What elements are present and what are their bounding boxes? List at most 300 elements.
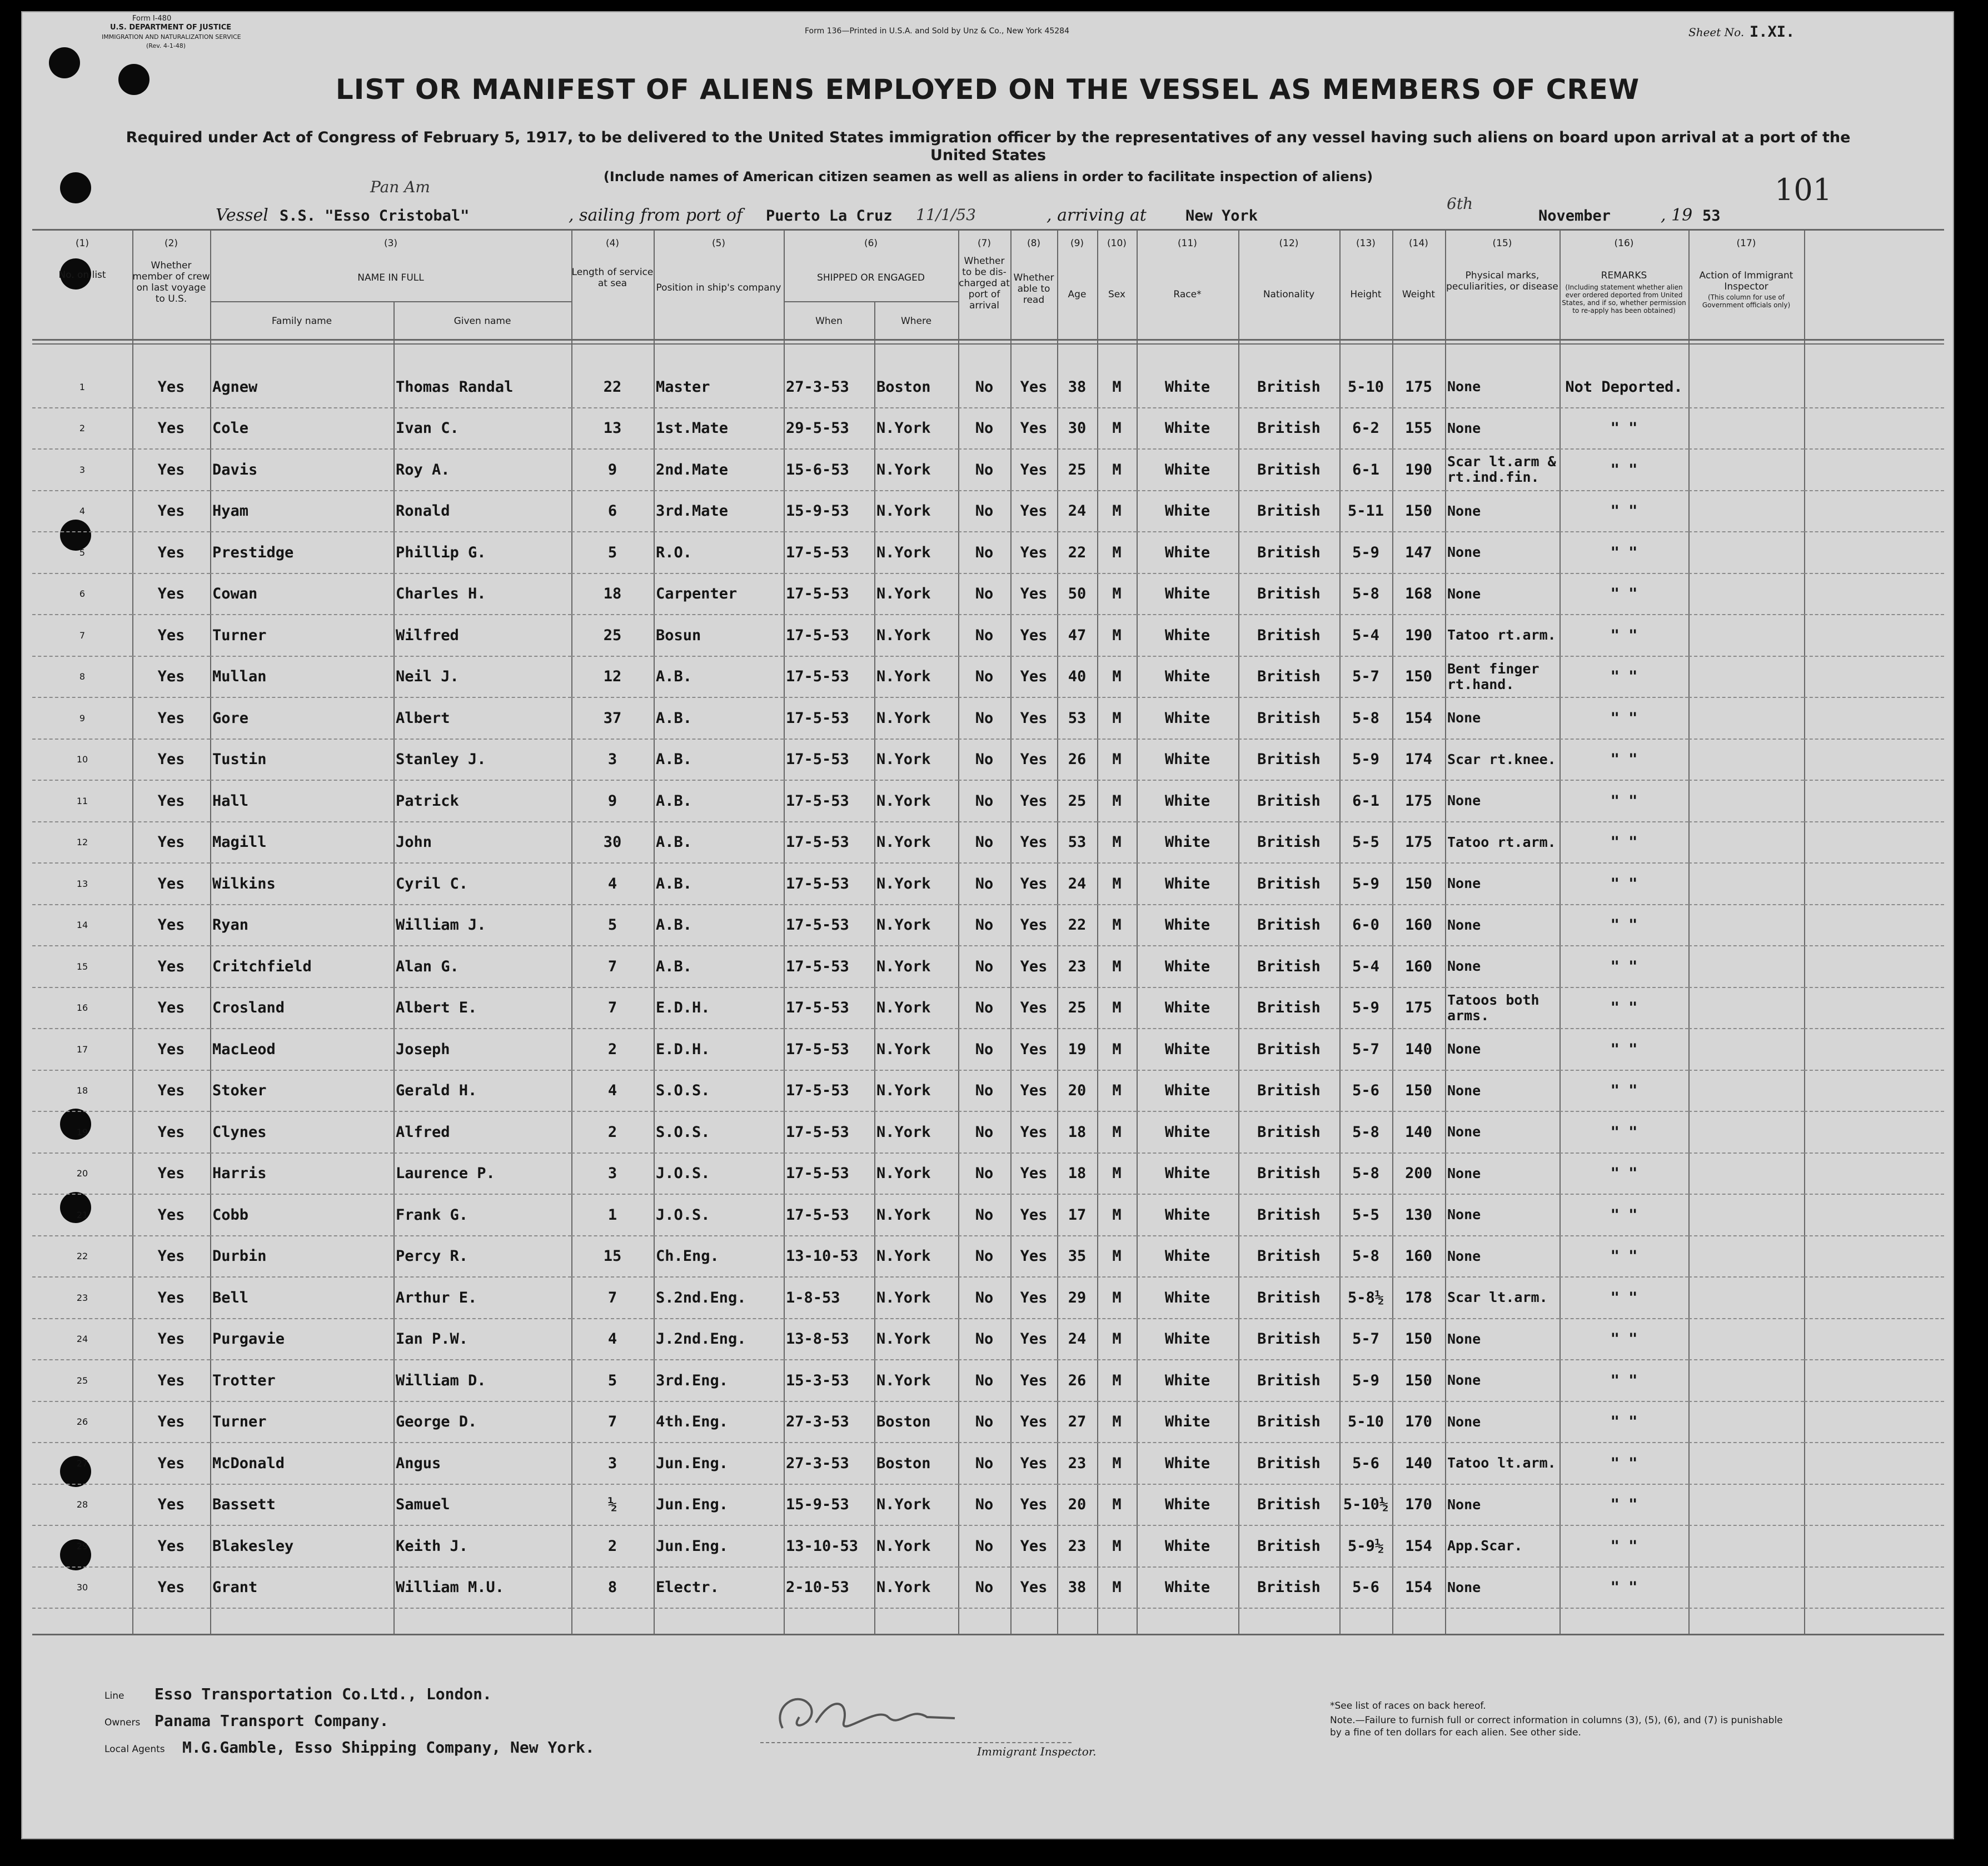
family-name-cell: Bell xyxy=(210,1277,393,1319)
read-cell: Yes xyxy=(1010,1236,1057,1278)
shipped-when-cell: 15-3-53 xyxy=(784,1360,874,1401)
row-number: 16 xyxy=(32,987,132,1029)
service-cell: 18 xyxy=(571,573,654,615)
margin-cell xyxy=(1804,1484,1944,1526)
discharged-cell: No xyxy=(958,1153,1010,1195)
age-cell: 23 xyxy=(1057,1443,1097,1484)
position-cell: J.2nd.Eng. xyxy=(654,1319,784,1360)
remarks-cell: " " xyxy=(1559,656,1688,698)
age-cell: 23 xyxy=(1057,1525,1097,1567)
row-number: 1 xyxy=(32,367,132,408)
nationality-cell: British xyxy=(1238,1484,1339,1526)
race-cell: White xyxy=(1137,408,1238,450)
age-cell: 40 xyxy=(1057,656,1097,698)
margin-cell xyxy=(1804,1236,1944,1278)
read-cell: Yes xyxy=(1010,532,1057,573)
shipped-when-cell: 17-5-53 xyxy=(784,532,874,573)
sex-cell: M xyxy=(1097,1070,1137,1112)
read-cell: Yes xyxy=(1010,1070,1057,1112)
sex-cell: M xyxy=(1097,1194,1137,1236)
column-number: (1) xyxy=(75,238,89,249)
column-number: (14) xyxy=(1409,238,1428,249)
service-cell: 3 xyxy=(571,1443,654,1484)
manifest-sheet xyxy=(21,11,1954,1839)
marks-cell: None xyxy=(1445,1194,1559,1236)
age-cell: 29 xyxy=(1057,1277,1097,1319)
remarks-cell: " " xyxy=(1559,573,1688,615)
race-cell: White xyxy=(1137,367,1238,408)
age-cell: 19 xyxy=(1057,1029,1097,1070)
row-number: 26 xyxy=(32,1401,132,1443)
position-cell: R.O. xyxy=(654,532,784,573)
table-top-border xyxy=(32,229,1944,231)
table-row xyxy=(32,739,1944,781)
table-row xyxy=(32,408,1944,450)
shipped-where-cell: N.York xyxy=(874,946,958,987)
inspector-action-cell xyxy=(1688,1111,1804,1153)
inspector-action-cell xyxy=(1688,1194,1804,1236)
marks-cell: None xyxy=(1445,1360,1559,1401)
height-cell: 5-8 xyxy=(1339,1111,1392,1153)
shipped-where-cell: N.York xyxy=(874,987,958,1029)
height-cell: 5-6 xyxy=(1339,1443,1392,1484)
year-prefix: , 19 xyxy=(1661,206,1693,225)
race-cell: White xyxy=(1137,491,1238,532)
service-cell: 3 xyxy=(571,739,654,781)
nationality-cell: British xyxy=(1238,987,1339,1029)
family-name-cell: Prestidge xyxy=(210,532,393,573)
family-name-cell: Ryan xyxy=(210,905,393,946)
service-cell: 25 xyxy=(571,615,654,656)
nationality-cell: British xyxy=(1238,863,1339,905)
last-voyage-cell: Yes xyxy=(132,987,210,1029)
shipped-when-cell: 17-5-53 xyxy=(784,905,874,946)
weight-cell: 155 xyxy=(1392,408,1445,450)
header-no-on-list: No. on list xyxy=(58,270,106,281)
margin-cell xyxy=(1804,1401,1944,1443)
last-voyage-cell: Yes xyxy=(132,1567,210,1609)
height-cell: 5-11 xyxy=(1339,491,1392,532)
nationality-cell: British xyxy=(1238,946,1339,987)
service-cell: 2 xyxy=(571,1111,654,1153)
column-number: (10) xyxy=(1107,238,1127,249)
read-cell: Yes xyxy=(1010,573,1057,615)
marks-cell: None xyxy=(1445,491,1559,532)
shipped-when-cell: 17-5-53 xyxy=(784,615,874,656)
service-cell: 1 xyxy=(571,1194,654,1236)
remarks-cell: " " xyxy=(1559,1319,1688,1360)
given-name-cell: Cyril C. xyxy=(393,863,571,905)
inspector-action-cell xyxy=(1688,1401,1804,1443)
sex-cell: M xyxy=(1097,1111,1137,1153)
given-name-cell: Samuel xyxy=(393,1484,571,1526)
margin-cell xyxy=(1804,1443,1944,1484)
race-cell: White xyxy=(1137,615,1238,656)
position-cell: 2nd.Mate xyxy=(654,449,784,491)
family-name-cell: Gore xyxy=(210,697,393,739)
header-physical-marks: Physical marks, peculiarities, or disease xyxy=(1446,270,1558,292)
arrival-year: 53 xyxy=(1702,207,1721,224)
read-cell: Yes xyxy=(1010,1360,1057,1401)
read-cell: Yes xyxy=(1010,987,1057,1029)
shipped-when-cell: 27-3-53 xyxy=(784,1401,874,1443)
read-cell: Yes xyxy=(1010,1401,1057,1443)
row-number: 7 xyxy=(32,615,132,656)
discharged-cell: No xyxy=(958,1484,1010,1526)
table-row xyxy=(32,1401,1944,1443)
sheet-number: I.XI. xyxy=(1750,23,1795,41)
discharged-cell: No xyxy=(958,449,1010,491)
service-cell: 5 xyxy=(571,532,654,573)
shipped-subheader-line xyxy=(784,301,958,302)
weight-cell: 160 xyxy=(1392,1236,1445,1278)
inspector-action-cell xyxy=(1688,1277,1804,1319)
last-voyage-cell: Yes xyxy=(132,408,210,450)
height-cell: 5-9 xyxy=(1339,739,1392,781)
weight-cell: 190 xyxy=(1392,615,1445,656)
margin-cell xyxy=(1804,1277,1944,1319)
age-cell: 26 xyxy=(1057,739,1097,781)
position-cell: Bosun xyxy=(654,615,784,656)
height-cell: 5-8 xyxy=(1339,573,1392,615)
header-where: Where xyxy=(900,316,932,327)
marks-cell: Scar lt.arm. xyxy=(1445,1277,1559,1319)
marks-cell: None xyxy=(1445,697,1559,739)
discharged-cell: No xyxy=(958,1029,1010,1070)
position-cell: J.O.S. xyxy=(654,1194,784,1236)
sex-cell: M xyxy=(1097,822,1137,864)
age-cell: 20 xyxy=(1057,1070,1097,1112)
read-cell: Yes xyxy=(1010,1525,1057,1567)
service-cell: 5 xyxy=(571,1360,654,1401)
margin-cell xyxy=(1804,780,1944,822)
table-row xyxy=(32,1567,1944,1609)
header-weight: Weight xyxy=(1402,289,1436,300)
column-number: (9) xyxy=(1070,238,1084,249)
inspector-action-cell xyxy=(1688,1443,1804,1484)
table-row xyxy=(32,946,1944,987)
read-cell: Yes xyxy=(1010,449,1057,491)
shipped-when-cell: 17-5-53 xyxy=(784,697,874,739)
position-cell: A.B. xyxy=(654,905,784,946)
shipped-when-cell: 1-8-53 xyxy=(784,1277,874,1319)
read-cell: Yes xyxy=(1010,615,1057,656)
height-cell: 6-1 xyxy=(1339,780,1392,822)
margin-cell xyxy=(1804,1360,1944,1401)
given-name-cell: Ian P.W. xyxy=(393,1319,571,1360)
shipped-where-cell: N.York xyxy=(874,1484,958,1526)
height-cell: 6-2 xyxy=(1339,408,1392,450)
sex-cell: M xyxy=(1097,532,1137,573)
header-sex: Sex xyxy=(1108,289,1125,300)
table-row xyxy=(32,491,1944,532)
margin-cell xyxy=(1804,615,1944,656)
row-number: 17 xyxy=(32,1029,132,1070)
height-cell: 5-5 xyxy=(1339,1194,1392,1236)
header-remarks: REMARKS xyxy=(1601,270,1647,281)
table-row xyxy=(32,1360,1944,1401)
family-name-cell: Tustin xyxy=(210,739,393,781)
column-number: (5) xyxy=(711,238,726,249)
shipped-where-cell: N.York xyxy=(874,1277,958,1319)
read-cell: Yes xyxy=(1010,491,1057,532)
position-cell: 4th.Eng. xyxy=(654,1401,784,1443)
shipped-where-cell: N.York xyxy=(874,1153,958,1195)
header-discharged: Whether to be dis-charged at port of arrival xyxy=(959,256,1010,311)
table-row xyxy=(32,822,1944,864)
shipped-where-cell: N.York xyxy=(874,1029,958,1070)
height-cell: 5-8½ xyxy=(1339,1277,1392,1319)
given-name-cell: Arthur E. xyxy=(393,1277,571,1319)
nationality-cell: British xyxy=(1238,656,1339,698)
weight-cell: 175 xyxy=(1392,987,1445,1029)
remarks-cell: " " xyxy=(1559,1070,1688,1112)
height-cell: 5-7 xyxy=(1339,1029,1392,1070)
table-row xyxy=(32,697,1944,739)
shipped-when-cell: 17-5-53 xyxy=(784,946,874,987)
shipped-when-cell: 17-5-53 xyxy=(784,822,874,864)
height-cell: 5-8 xyxy=(1339,1153,1392,1195)
height-cell: 5-9½ xyxy=(1339,1525,1392,1567)
last-voyage-cell: Yes xyxy=(132,1111,210,1153)
shipped-where-cell: N.York xyxy=(874,1319,958,1360)
shipped-when-cell: 17-5-53 xyxy=(784,987,874,1029)
family-name-cell: Stoker xyxy=(210,1070,393,1112)
penalty-note: Note.—Failure to furnish full or correct information in columns (3), (5), (6), and (7) is punishable by a fine of ten dollars for each alien. See other side. xyxy=(1330,1715,1783,1738)
service-cell: 7 xyxy=(571,987,654,1029)
column-number: (17) xyxy=(1736,238,1756,249)
given-name-cell: Neil J. xyxy=(393,656,571,698)
position-cell: Electr. xyxy=(654,1567,784,1609)
last-voyage-cell: Yes xyxy=(132,1277,210,1319)
row-number: 20 xyxy=(32,1153,132,1195)
discharged-cell: No xyxy=(958,1277,1010,1319)
shipped-when-cell: 17-5-53 xyxy=(784,573,874,615)
name-subheader-line xyxy=(210,301,571,302)
sex-cell: M xyxy=(1097,1525,1137,1567)
shipped-where-cell: Boston xyxy=(874,1401,958,1443)
weight-cell: 147 xyxy=(1392,532,1445,573)
vessel-name: S.S. "Esso Cristobal" xyxy=(280,207,470,224)
service: IMMIGRATION AND NATURALIZATION SERVICE xyxy=(102,33,241,41)
race-cell: White xyxy=(1137,1029,1238,1070)
sex-cell: M xyxy=(1097,1029,1137,1070)
nationality-cell: British xyxy=(1238,905,1339,946)
table-bottom-border xyxy=(32,1634,1944,1635)
race-cell: White xyxy=(1137,822,1238,864)
last-voyage-cell: Yes xyxy=(132,1360,210,1401)
nationality-cell: British xyxy=(1238,367,1339,408)
row-number: 15 xyxy=(32,946,132,987)
margin-cell xyxy=(1804,532,1944,573)
weight-cell: 168 xyxy=(1392,573,1445,615)
shipped-when-cell: 2-10-53 xyxy=(784,1567,874,1609)
race-cell: White xyxy=(1137,1194,1238,1236)
family-name-cell: Turner xyxy=(210,615,393,656)
inspector-action-cell xyxy=(1688,822,1804,864)
family-name-cell: Trotter xyxy=(210,1360,393,1401)
marks-cell: Bent finger rt.hand. xyxy=(1445,656,1559,698)
race-cell: White xyxy=(1137,1277,1238,1319)
table-row xyxy=(32,532,1944,573)
nationality-cell: British xyxy=(1238,1525,1339,1567)
family-name-cell: Purgavie xyxy=(210,1319,393,1360)
nationality-cell: British xyxy=(1238,1029,1339,1070)
remarks-cell: " " xyxy=(1559,822,1688,864)
discharged-cell: No xyxy=(958,1111,1010,1153)
row-number: 9 xyxy=(32,697,132,739)
header-name-in-full: NAME IN FULL xyxy=(357,272,424,283)
given-name-cell: George D. xyxy=(393,1401,571,1443)
given-name-cell: Ronald xyxy=(393,491,571,532)
shipped-when-cell: 15-9-53 xyxy=(784,1484,874,1526)
inspector-signature xyxy=(766,1684,966,1745)
inspector-action-cell xyxy=(1688,1567,1804,1609)
height-cell: 5-8 xyxy=(1339,1236,1392,1278)
arrival-day: 6th xyxy=(1447,194,1473,213)
nationality-cell: British xyxy=(1238,1236,1339,1278)
read-cell: Yes xyxy=(1010,1567,1057,1609)
owners-label: Owners xyxy=(104,1717,141,1728)
shipped-when-cell: 29-5-53 xyxy=(784,408,874,450)
age-cell: 23 xyxy=(1057,946,1097,987)
discharged-cell: No xyxy=(958,1070,1010,1112)
row-number: 19 xyxy=(32,1111,132,1153)
given-name-cell: Angus xyxy=(393,1443,571,1484)
nationality-cell: British xyxy=(1238,780,1339,822)
position-cell: E.D.H. xyxy=(654,1029,784,1070)
given-name-cell: Alan G. xyxy=(393,946,571,987)
crew-table xyxy=(32,367,1944,1609)
nationality-cell: British xyxy=(1238,1360,1339,1401)
weight-cell: 154 xyxy=(1392,697,1445,739)
shipped-where-cell: N.York xyxy=(874,615,958,656)
column-number: (7) xyxy=(977,238,991,249)
sex-cell: M xyxy=(1097,1484,1137,1526)
sex-cell: M xyxy=(1097,1360,1137,1401)
last-voyage-cell: Yes xyxy=(132,1194,210,1236)
margin-cell xyxy=(1804,822,1944,864)
row-number: 28 xyxy=(32,1484,132,1526)
page-title: LIST OR MANIFEST OF ALIENS EMPLOYED ON THE VESSEL AS MEMBERS OF CREW xyxy=(335,73,1640,106)
row-number: 23 xyxy=(32,1277,132,1319)
age-cell: 24 xyxy=(1057,1319,1097,1360)
age-cell: 30 xyxy=(1057,408,1097,450)
nationality-cell: British xyxy=(1238,1111,1339,1153)
remarks-cell: " " xyxy=(1559,532,1688,573)
remarks-cell: " " xyxy=(1559,863,1688,905)
given-name-cell: Frank G. xyxy=(393,1194,571,1236)
row-number: 2 xyxy=(32,408,132,450)
age-cell: 53 xyxy=(1057,822,1097,864)
column-number: (15) xyxy=(1492,238,1512,249)
remarks-cell: " " xyxy=(1559,1029,1688,1070)
race-cell: White xyxy=(1137,1153,1238,1195)
given-name-cell: Alfred xyxy=(393,1111,571,1153)
read-cell: Yes xyxy=(1010,1277,1057,1319)
height-cell: 5-10½ xyxy=(1339,1484,1392,1526)
discharged-cell: No xyxy=(958,946,1010,987)
position-cell: Jun.Eng. xyxy=(654,1443,784,1484)
shipped-where-cell: Boston xyxy=(874,367,958,408)
weight-cell: 150 xyxy=(1392,656,1445,698)
discharged-cell: No xyxy=(958,1360,1010,1401)
age-cell: 25 xyxy=(1057,780,1097,822)
row-number: 18 xyxy=(32,1070,132,1112)
remarks-cell: " " xyxy=(1559,1525,1688,1567)
shipped-when-cell: 27-3-53 xyxy=(784,367,874,408)
position-cell: A.B. xyxy=(654,822,784,864)
remarks-cell: " " xyxy=(1559,946,1688,987)
remarks-cell: " " xyxy=(1559,1153,1688,1195)
discharged-cell: No xyxy=(958,615,1010,656)
discharged-cell: No xyxy=(958,1567,1010,1609)
marks-cell: Tatoo lt.arm. xyxy=(1445,1443,1559,1484)
owners-value: Panama Transport Company. xyxy=(155,1712,389,1730)
read-cell: Yes xyxy=(1010,739,1057,781)
weight-cell: 190 xyxy=(1392,449,1445,491)
punch-hole xyxy=(60,172,91,203)
position-cell: A.B. xyxy=(654,780,784,822)
discharged-cell: No xyxy=(958,1525,1010,1567)
nationality-cell: British xyxy=(1238,1319,1339,1360)
position-cell: 3rd.Eng. xyxy=(654,1360,784,1401)
shipped-where-cell: N.York xyxy=(874,863,958,905)
read-cell: Yes xyxy=(1010,946,1057,987)
discharged-cell: No xyxy=(958,1236,1010,1278)
height-cell: 5-9 xyxy=(1339,1360,1392,1401)
given-name-cell: Stanley J. xyxy=(393,739,571,781)
weight-cell: 150 xyxy=(1392,1070,1445,1112)
service-cell: 9 xyxy=(571,449,654,491)
last-voyage-cell: Yes xyxy=(132,905,210,946)
table-row xyxy=(32,449,1944,491)
header-position: Position in ship's company xyxy=(656,282,781,293)
shipped-where-cell: N.York xyxy=(874,1111,958,1153)
shipped-where-cell: N.York xyxy=(874,739,958,781)
marks-cell: None xyxy=(1445,1567,1559,1609)
marks-cell: None xyxy=(1445,1484,1559,1526)
shipped-when-cell: 17-5-53 xyxy=(784,1153,874,1195)
race-cell: White xyxy=(1137,780,1238,822)
given-name-cell: Albert xyxy=(393,697,571,739)
inspector-action-cell xyxy=(1688,1029,1804,1070)
table-row xyxy=(32,1153,1944,1195)
service-cell: 9 xyxy=(571,780,654,822)
row-number: 30 xyxy=(32,1567,132,1609)
shipped-when-cell: 15-6-53 xyxy=(784,449,874,491)
last-voyage-cell: Yes xyxy=(132,1236,210,1278)
shipped-where-cell: N.York xyxy=(874,408,958,450)
inspector-signature-line xyxy=(760,1742,1072,1743)
family-name-cell: Cobb xyxy=(210,1194,393,1236)
margin-cell xyxy=(1804,491,1944,532)
weight-cell: 175 xyxy=(1392,367,1445,408)
sex-cell: M xyxy=(1097,1443,1137,1484)
race-cell: White xyxy=(1137,946,1238,987)
height-cell: 5-9 xyxy=(1339,987,1392,1029)
family-name-cell: Magill xyxy=(210,822,393,864)
inspector-action-cell xyxy=(1688,780,1804,822)
last-voyage-cell: Yes xyxy=(132,1484,210,1526)
read-cell: Yes xyxy=(1010,1443,1057,1484)
nationality-cell: British xyxy=(1238,573,1339,615)
margin-cell xyxy=(1804,905,1944,946)
header-when: When xyxy=(815,316,843,327)
shipped-where-cell: N.York xyxy=(874,822,958,864)
shipped-when-cell: 17-5-53 xyxy=(784,739,874,781)
given-name-cell: Laurence P. xyxy=(393,1153,571,1195)
